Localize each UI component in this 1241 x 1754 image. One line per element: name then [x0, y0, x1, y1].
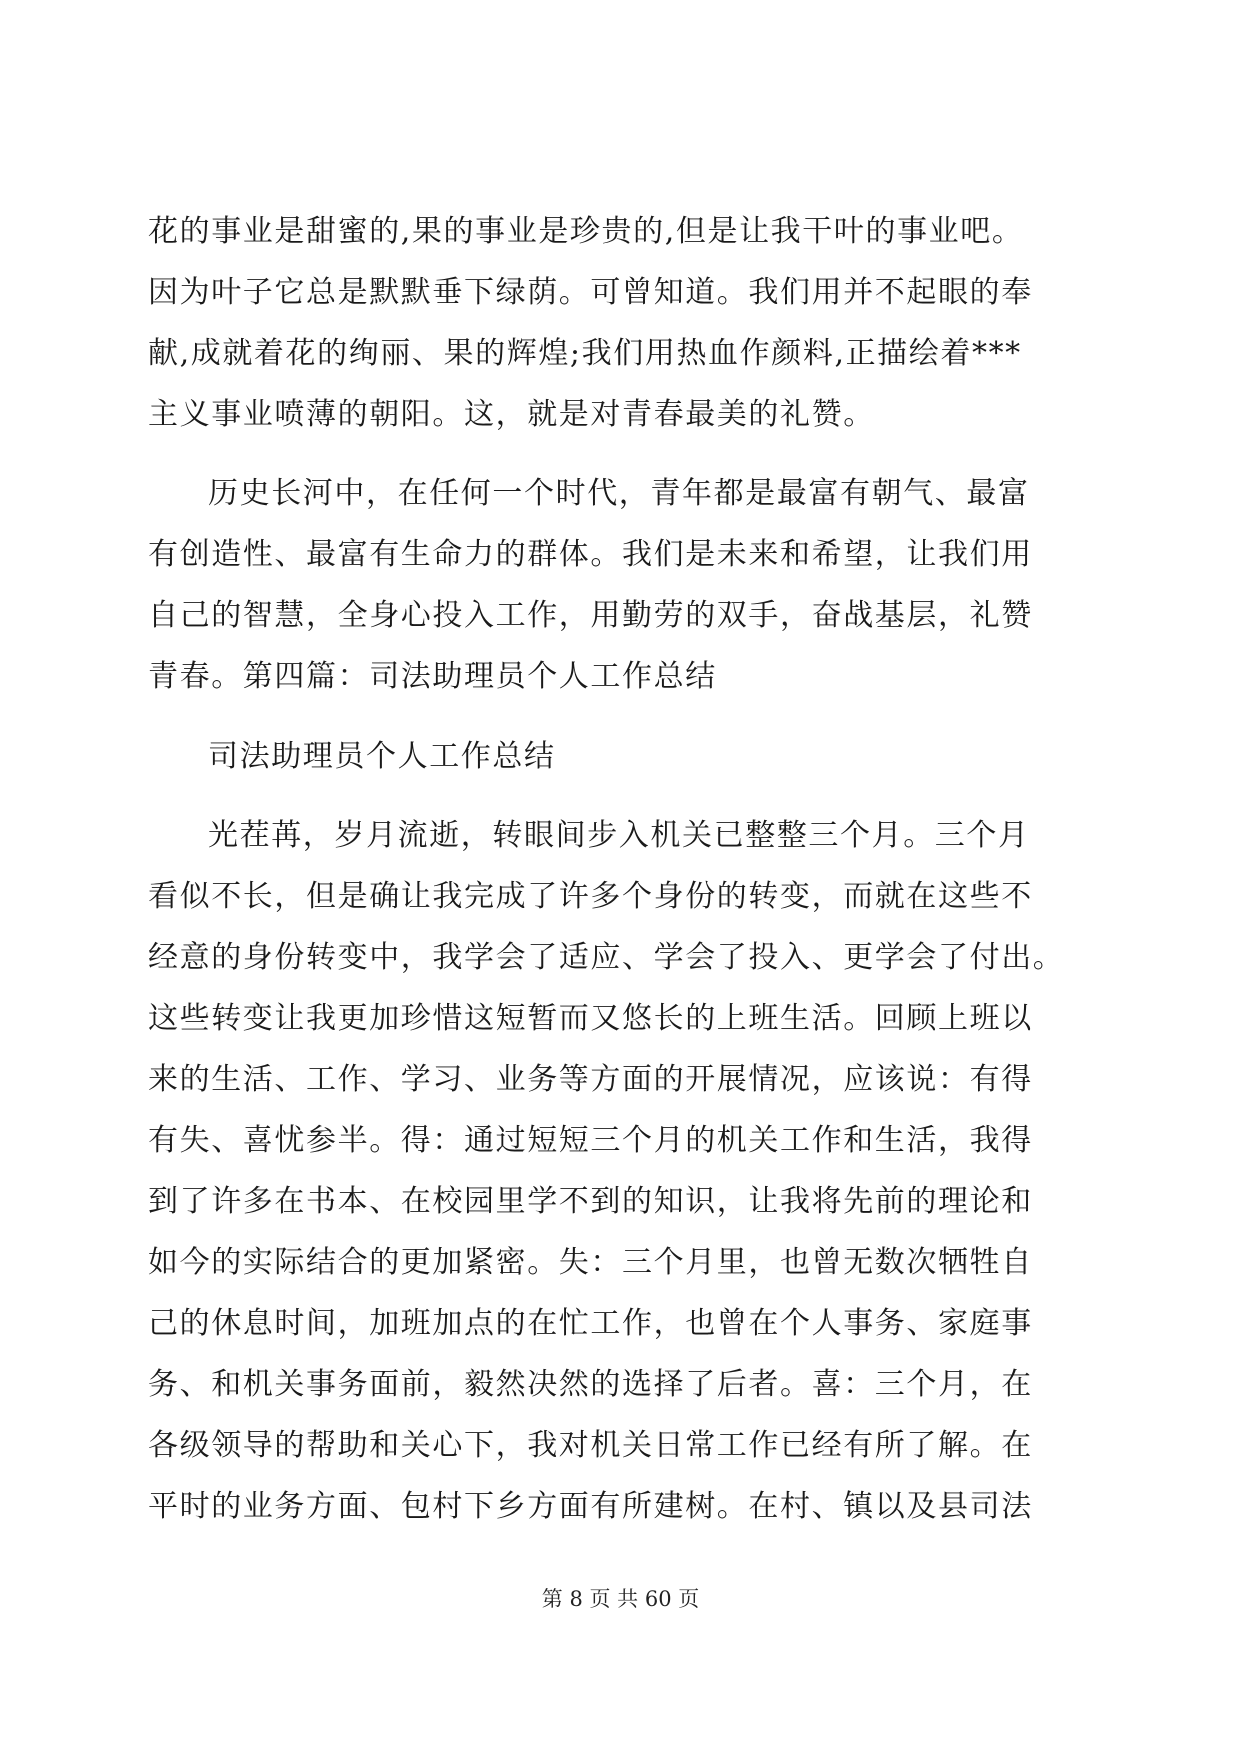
- paragraph-line: 有创造性、最富有生命力的群体。我们是未来和希望，让我们用: [148, 537, 1033, 572]
- paragraph-line: 经意的身份转变中，我学会了适应、学会了投入、更学会了付出。: [148, 940, 1065, 975]
- paragraph-line: 花的事业是甜蜜的,果的事业是珍贵的,但是让我干叶的事业吧。: [148, 214, 1024, 249]
- page-number-footer: 第 8 页 共 60 页: [541, 1587, 700, 1611]
- section-title: 司法助理员个人工作总结: [208, 739, 556, 774]
- paragraph-line: 有失、喜忧参半。得：通过短短三个月的机关工作和生活，我得: [148, 1123, 1033, 1158]
- paragraph-line: 己的休息时间，加班加点的在忙工作，也曾在个人事务、家庭事: [148, 1306, 1033, 1341]
- paragraph-line: 如今的实际结合的更加紧密。失：三个月里，也曾无数次牺牲自: [148, 1245, 1033, 1280]
- paragraph-line: 自己的智慧，全身心投入工作，用勤劳的双手，奋战基层，礼赞: [148, 598, 1033, 633]
- paragraph-line: 平时的业务方面、包村下乡方面有所建树。在村、镇以及县司法: [148, 1489, 1033, 1524]
- paragraph-line: 光茬苒，岁月流逝，转眼间步入机关已整整三个月。三个月: [208, 818, 1030, 853]
- paragraph-line: 这些转变让我更加珍惜这短暂而又悠长的上班生活。回顾上班以: [148, 1001, 1033, 1036]
- paragraph-line: 来的生活、工作、学习、业务等方面的开展情况，应该说：有得: [148, 1062, 1033, 1097]
- paragraph-line: 献,成就着花的绚丽、果的辉煌;我们用热血作颜料,正描绘着***: [148, 336, 1022, 371]
- paragraph-line: 到了许多在书本、在校园里学不到的知识，让我将先前的理论和: [148, 1184, 1033, 1219]
- paragraph-line: 看似不长，但是确让我完成了许多个身份的转变，而就在这些不: [148, 879, 1033, 914]
- paragraph-line: 历史长河中，在任何一个时代，青年都是最富有朝气、最富: [208, 476, 1030, 511]
- paragraph-line: 因为叶子它总是默默垂下绿荫。可曾知道。我们用并不起眼的奉: [148, 275, 1033, 310]
- paragraph-line: 主义事业喷薄的朝阳。这，就是对青春最美的礼赞。: [148, 397, 875, 432]
- paragraph-line: 各级领导的帮助和关心下，我对机关日常工作已经有所了解。在: [148, 1428, 1033, 1463]
- paragraph-line: 务、和机关事务面前，毅然决然的选择了后者。喜：三个月，在: [148, 1367, 1033, 1402]
- paragraph-line: 青春。第四篇：司法助理员个人工作总结: [148, 659, 717, 694]
